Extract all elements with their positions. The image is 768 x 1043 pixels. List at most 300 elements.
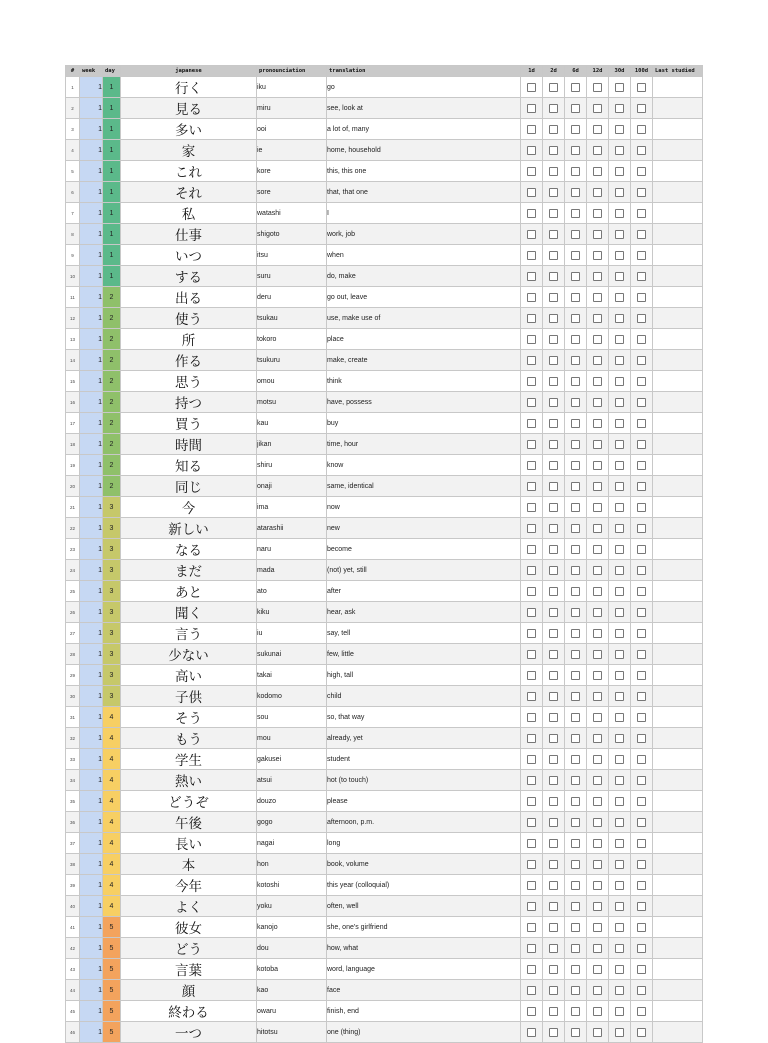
review-30d-checkbox[interactable] [615, 587, 624, 596]
review-100d-checkbox[interactable] [637, 692, 646, 701]
review-6d-checkbox[interactable] [571, 356, 580, 365]
review-100d-checkbox[interactable] [637, 398, 646, 407]
review-100d-checkbox[interactable] [637, 713, 646, 722]
review-1d-checkbox[interactable] [527, 419, 536, 428]
review-6d-checkbox[interactable] [571, 104, 580, 113]
review-12d-checkbox[interactable] [593, 944, 602, 953]
review-2d-checkbox[interactable] [549, 209, 558, 218]
review-1d-checkbox[interactable] [527, 524, 536, 533]
review-6d-checkbox[interactable] [571, 566, 580, 575]
review-30d-checkbox[interactable] [615, 335, 624, 344]
review-30d-checkbox[interactable] [615, 230, 624, 239]
review-30d-checkbox[interactable] [615, 986, 624, 995]
review-6d-checkbox[interactable] [571, 818, 580, 827]
review-100d-checkbox[interactable] [637, 482, 646, 491]
review-12d-checkbox[interactable] [593, 587, 602, 596]
review-12d-checkbox[interactable] [593, 419, 602, 428]
review-6d-checkbox[interactable] [571, 209, 580, 218]
review-6d-checkbox[interactable] [571, 440, 580, 449]
review-6d-checkbox[interactable] [571, 902, 580, 911]
review-12d-checkbox[interactable] [593, 125, 602, 134]
last-studied-cell[interactable] [653, 707, 703, 728]
review-1d-checkbox[interactable] [527, 755, 536, 764]
review-1d-checkbox[interactable] [527, 650, 536, 659]
review-12d-checkbox[interactable] [593, 755, 602, 764]
review-6d-checkbox[interactable] [571, 545, 580, 554]
review-2d-checkbox[interactable] [549, 314, 558, 323]
last-studied-cell[interactable] [653, 623, 703, 644]
review-6d-checkbox[interactable] [571, 335, 580, 344]
review-2d-checkbox[interactable] [549, 146, 558, 155]
review-2d-checkbox[interactable] [549, 587, 558, 596]
review-12d-checkbox[interactable] [593, 713, 602, 722]
review-1d-checkbox[interactable] [527, 314, 536, 323]
review-30d-checkbox[interactable] [615, 1028, 624, 1037]
review-6d-checkbox[interactable] [571, 671, 580, 680]
last-studied-cell[interactable] [653, 749, 703, 770]
last-studied-cell[interactable] [653, 350, 703, 371]
review-30d-checkbox[interactable] [615, 566, 624, 575]
review-1d-checkbox[interactable] [527, 881, 536, 890]
review-12d-checkbox[interactable] [593, 818, 602, 827]
last-studied-cell[interactable] [653, 581, 703, 602]
review-6d-checkbox[interactable] [571, 230, 580, 239]
review-6d-checkbox[interactable] [571, 1007, 580, 1016]
review-30d-checkbox[interactable] [615, 608, 624, 617]
last-studied-cell[interactable] [653, 413, 703, 434]
review-100d-checkbox[interactable] [637, 566, 646, 575]
review-1d-checkbox[interactable] [527, 125, 536, 134]
review-1d-checkbox[interactable] [527, 545, 536, 554]
review-2d-checkbox[interactable] [549, 692, 558, 701]
review-1d-checkbox[interactable] [527, 671, 536, 680]
review-6d-checkbox[interactable] [571, 965, 580, 974]
review-12d-checkbox[interactable] [593, 860, 602, 869]
review-1d-checkbox[interactable] [527, 167, 536, 176]
review-6d-checkbox[interactable] [571, 650, 580, 659]
review-100d-checkbox[interactable] [637, 272, 646, 281]
review-12d-checkbox[interactable] [593, 356, 602, 365]
review-100d-checkbox[interactable] [637, 776, 646, 785]
review-30d-checkbox[interactable] [615, 860, 624, 869]
review-30d-checkbox[interactable] [615, 944, 624, 953]
review-6d-checkbox[interactable] [571, 692, 580, 701]
review-1d-checkbox[interactable] [527, 293, 536, 302]
last-studied-cell[interactable] [653, 875, 703, 896]
review-100d-checkbox[interactable] [637, 461, 646, 470]
review-1d-checkbox[interactable] [527, 818, 536, 827]
review-30d-checkbox[interactable] [615, 167, 624, 176]
review-1d-checkbox[interactable] [527, 356, 536, 365]
review-6d-checkbox[interactable] [571, 881, 580, 890]
review-100d-checkbox[interactable] [637, 860, 646, 869]
review-30d-checkbox[interactable] [615, 419, 624, 428]
review-100d-checkbox[interactable] [637, 104, 646, 113]
review-12d-checkbox[interactable] [593, 398, 602, 407]
review-100d-checkbox[interactable] [637, 188, 646, 197]
last-studied-cell[interactable] [653, 119, 703, 140]
last-studied-cell[interactable] [653, 854, 703, 875]
review-12d-checkbox[interactable] [593, 692, 602, 701]
review-30d-checkbox[interactable] [615, 314, 624, 323]
review-1d-checkbox[interactable] [527, 272, 536, 281]
review-100d-checkbox[interactable] [637, 923, 646, 932]
review-6d-checkbox[interactable] [571, 482, 580, 491]
review-2d-checkbox[interactable] [549, 986, 558, 995]
review-2d-checkbox[interactable] [549, 104, 558, 113]
review-6d-checkbox[interactable] [571, 755, 580, 764]
review-1d-checkbox[interactable] [527, 440, 536, 449]
review-6d-checkbox[interactable] [571, 944, 580, 953]
review-2d-checkbox[interactable] [549, 1028, 558, 1037]
review-6d-checkbox[interactable] [571, 188, 580, 197]
review-6d-checkbox[interactable] [571, 272, 580, 281]
review-2d-checkbox[interactable] [549, 839, 558, 848]
review-30d-checkbox[interactable] [615, 692, 624, 701]
review-1d-checkbox[interactable] [527, 692, 536, 701]
last-studied-cell[interactable] [653, 686, 703, 707]
review-30d-checkbox[interactable] [615, 776, 624, 785]
last-studied-cell[interactable] [653, 917, 703, 938]
review-12d-checkbox[interactable] [593, 104, 602, 113]
review-1d-checkbox[interactable] [527, 1007, 536, 1016]
review-2d-checkbox[interactable] [549, 83, 558, 92]
review-1d-checkbox[interactable] [527, 104, 536, 113]
review-12d-checkbox[interactable] [593, 335, 602, 344]
review-30d-checkbox[interactable] [615, 209, 624, 218]
review-1d-checkbox[interactable] [527, 251, 536, 260]
review-12d-checkbox[interactable] [593, 776, 602, 785]
review-12d-checkbox[interactable] [593, 1028, 602, 1037]
review-1d-checkbox[interactable] [527, 398, 536, 407]
review-30d-checkbox[interactable] [615, 524, 624, 533]
review-2d-checkbox[interactable] [549, 881, 558, 890]
review-2d-checkbox[interactable] [549, 755, 558, 764]
review-1d-checkbox[interactable] [527, 734, 536, 743]
last-studied-cell[interactable] [653, 266, 703, 287]
review-30d-checkbox[interactable] [615, 629, 624, 638]
review-1d-checkbox[interactable] [527, 377, 536, 386]
last-studied-cell[interactable] [653, 245, 703, 266]
last-studied-cell[interactable] [653, 833, 703, 854]
review-30d-checkbox[interactable] [615, 356, 624, 365]
review-30d-checkbox[interactable] [615, 104, 624, 113]
review-12d-checkbox[interactable] [593, 503, 602, 512]
review-6d-checkbox[interactable] [571, 986, 580, 995]
review-2d-checkbox[interactable] [549, 335, 558, 344]
review-30d-checkbox[interactable] [615, 839, 624, 848]
review-6d-checkbox[interactable] [571, 398, 580, 407]
review-30d-checkbox[interactable] [615, 713, 624, 722]
review-2d-checkbox[interactable] [549, 167, 558, 176]
review-1d-checkbox[interactable] [527, 944, 536, 953]
review-30d-checkbox[interactable] [615, 440, 624, 449]
review-1d-checkbox[interactable] [527, 923, 536, 932]
last-studied-cell[interactable] [653, 791, 703, 812]
review-12d-checkbox[interactable] [593, 524, 602, 533]
review-6d-checkbox[interactable] [571, 1028, 580, 1037]
review-30d-checkbox[interactable] [615, 545, 624, 554]
last-studied-cell[interactable] [653, 224, 703, 245]
review-6d-checkbox[interactable] [571, 860, 580, 869]
review-1d-checkbox[interactable] [527, 1028, 536, 1037]
last-studied-cell[interactable] [653, 644, 703, 665]
review-1d-checkbox[interactable] [527, 860, 536, 869]
last-studied-cell[interactable] [653, 602, 703, 623]
review-12d-checkbox[interactable] [593, 671, 602, 680]
review-6d-checkbox[interactable] [571, 734, 580, 743]
review-6d-checkbox[interactable] [571, 776, 580, 785]
last-studied-cell[interactable] [653, 560, 703, 581]
review-12d-checkbox[interactable] [593, 377, 602, 386]
review-100d-checkbox[interactable] [637, 356, 646, 365]
review-2d-checkbox[interactable] [549, 923, 558, 932]
review-30d-checkbox[interactable] [615, 251, 624, 260]
last-studied-cell[interactable] [653, 728, 703, 749]
review-30d-checkbox[interactable] [615, 965, 624, 974]
review-12d-checkbox[interactable] [593, 608, 602, 617]
last-studied-cell[interactable] [653, 770, 703, 791]
review-30d-checkbox[interactable] [615, 398, 624, 407]
review-100d-checkbox[interactable] [637, 83, 646, 92]
review-6d-checkbox[interactable] [571, 629, 580, 638]
review-1d-checkbox[interactable] [527, 839, 536, 848]
review-2d-checkbox[interactable] [549, 818, 558, 827]
review-12d-checkbox[interactable] [593, 1007, 602, 1016]
last-studied-cell[interactable] [653, 308, 703, 329]
review-1d-checkbox[interactable] [527, 713, 536, 722]
review-1d-checkbox[interactable] [527, 146, 536, 155]
review-2d-checkbox[interactable] [549, 188, 558, 197]
review-30d-checkbox[interactable] [615, 125, 624, 134]
review-1d-checkbox[interactable] [527, 188, 536, 197]
review-2d-checkbox[interactable] [549, 671, 558, 680]
review-100d-checkbox[interactable] [637, 293, 646, 302]
last-studied-cell[interactable] [653, 77, 703, 98]
review-12d-checkbox[interactable] [593, 146, 602, 155]
review-100d-checkbox[interactable] [637, 545, 646, 554]
review-12d-checkbox[interactable] [593, 902, 602, 911]
review-2d-checkbox[interactable] [549, 797, 558, 806]
review-100d-checkbox[interactable] [637, 965, 646, 974]
review-100d-checkbox[interactable] [637, 167, 646, 176]
review-2d-checkbox[interactable] [549, 293, 558, 302]
review-6d-checkbox[interactable] [571, 419, 580, 428]
review-1d-checkbox[interactable] [527, 503, 536, 512]
review-1d-checkbox[interactable] [527, 335, 536, 344]
last-studied-cell[interactable] [653, 980, 703, 1001]
review-6d-checkbox[interactable] [571, 524, 580, 533]
review-12d-checkbox[interactable] [593, 986, 602, 995]
last-studied-cell[interactable] [653, 392, 703, 413]
review-30d-checkbox[interactable] [615, 83, 624, 92]
last-studied-cell[interactable] [653, 455, 703, 476]
review-100d-checkbox[interactable] [637, 881, 646, 890]
last-studied-cell[interactable] [653, 539, 703, 560]
review-1d-checkbox[interactable] [527, 461, 536, 470]
review-1d-checkbox[interactable] [527, 797, 536, 806]
review-2d-checkbox[interactable] [549, 230, 558, 239]
review-1d-checkbox[interactable] [527, 230, 536, 239]
last-studied-cell[interactable] [653, 938, 703, 959]
review-30d-checkbox[interactable] [615, 734, 624, 743]
review-12d-checkbox[interactable] [593, 797, 602, 806]
review-2d-checkbox[interactable] [549, 377, 558, 386]
review-30d-checkbox[interactable] [615, 818, 624, 827]
review-1d-checkbox[interactable] [527, 587, 536, 596]
review-1d-checkbox[interactable] [527, 566, 536, 575]
review-12d-checkbox[interactable] [593, 440, 602, 449]
review-100d-checkbox[interactable] [637, 524, 646, 533]
review-30d-checkbox[interactable] [615, 902, 624, 911]
review-100d-checkbox[interactable] [637, 587, 646, 596]
review-30d-checkbox[interactable] [615, 503, 624, 512]
review-100d-checkbox[interactable] [637, 944, 646, 953]
review-2d-checkbox[interactable] [549, 461, 558, 470]
last-studied-cell[interactable] [653, 434, 703, 455]
review-30d-checkbox[interactable] [615, 1007, 624, 1016]
review-100d-checkbox[interactable] [637, 314, 646, 323]
review-30d-checkbox[interactable] [615, 272, 624, 281]
last-studied-cell[interactable] [653, 182, 703, 203]
review-12d-checkbox[interactable] [593, 209, 602, 218]
last-studied-cell[interactable] [653, 812, 703, 833]
review-12d-checkbox[interactable] [593, 965, 602, 974]
last-studied-cell[interactable] [653, 518, 703, 539]
review-6d-checkbox[interactable] [571, 83, 580, 92]
review-100d-checkbox[interactable] [637, 125, 646, 134]
review-6d-checkbox[interactable] [571, 839, 580, 848]
review-30d-checkbox[interactable] [615, 755, 624, 764]
review-12d-checkbox[interactable] [593, 923, 602, 932]
review-2d-checkbox[interactable] [549, 629, 558, 638]
last-studied-cell[interactable] [653, 896, 703, 917]
review-100d-checkbox[interactable] [637, 230, 646, 239]
review-12d-checkbox[interactable] [593, 230, 602, 239]
review-2d-checkbox[interactable] [549, 713, 558, 722]
review-6d-checkbox[interactable] [571, 797, 580, 806]
review-2d-checkbox[interactable] [549, 251, 558, 260]
review-1d-checkbox[interactable] [527, 629, 536, 638]
last-studied-cell[interactable] [653, 476, 703, 497]
review-30d-checkbox[interactable] [615, 923, 624, 932]
review-100d-checkbox[interactable] [637, 209, 646, 218]
review-2d-checkbox[interactable] [549, 860, 558, 869]
review-12d-checkbox[interactable] [593, 461, 602, 470]
review-2d-checkbox[interactable] [549, 566, 558, 575]
review-6d-checkbox[interactable] [571, 608, 580, 617]
review-12d-checkbox[interactable] [593, 650, 602, 659]
last-studied-cell[interactable] [653, 161, 703, 182]
review-2d-checkbox[interactable] [549, 776, 558, 785]
review-12d-checkbox[interactable] [593, 314, 602, 323]
last-studied-cell[interactable] [653, 203, 703, 224]
review-100d-checkbox[interactable] [637, 818, 646, 827]
review-6d-checkbox[interactable] [571, 587, 580, 596]
review-2d-checkbox[interactable] [549, 356, 558, 365]
review-6d-checkbox[interactable] [571, 713, 580, 722]
review-30d-checkbox[interactable] [615, 188, 624, 197]
review-6d-checkbox[interactable] [571, 461, 580, 470]
last-studied-cell[interactable] [653, 329, 703, 350]
review-6d-checkbox[interactable] [571, 503, 580, 512]
review-30d-checkbox[interactable] [615, 146, 624, 155]
review-100d-checkbox[interactable] [637, 377, 646, 386]
review-6d-checkbox[interactable] [571, 923, 580, 932]
review-2d-checkbox[interactable] [549, 125, 558, 134]
review-6d-checkbox[interactable] [571, 167, 580, 176]
review-100d-checkbox[interactable] [637, 629, 646, 638]
last-studied-cell[interactable] [653, 1022, 703, 1043]
review-100d-checkbox[interactable] [637, 839, 646, 848]
last-studied-cell[interactable] [653, 140, 703, 161]
review-12d-checkbox[interactable] [593, 272, 602, 281]
review-30d-checkbox[interactable] [615, 482, 624, 491]
review-100d-checkbox[interactable] [637, 755, 646, 764]
review-100d-checkbox[interactable] [637, 440, 646, 449]
last-studied-cell[interactable] [653, 98, 703, 119]
review-12d-checkbox[interactable] [593, 545, 602, 554]
review-100d-checkbox[interactable] [637, 608, 646, 617]
last-studied-cell[interactable] [653, 959, 703, 980]
review-1d-checkbox[interactable] [527, 209, 536, 218]
last-studied-cell[interactable] [653, 665, 703, 686]
review-100d-checkbox[interactable] [637, 797, 646, 806]
review-100d-checkbox[interactable] [637, 902, 646, 911]
review-12d-checkbox[interactable] [593, 482, 602, 491]
review-12d-checkbox[interactable] [593, 629, 602, 638]
review-100d-checkbox[interactable] [637, 146, 646, 155]
review-2d-checkbox[interactable] [549, 734, 558, 743]
review-100d-checkbox[interactable] [637, 986, 646, 995]
review-1d-checkbox[interactable] [527, 902, 536, 911]
last-studied-cell[interactable] [653, 1001, 703, 1022]
review-2d-checkbox[interactable] [549, 1007, 558, 1016]
review-12d-checkbox[interactable] [593, 83, 602, 92]
review-12d-checkbox[interactable] [593, 839, 602, 848]
review-12d-checkbox[interactable] [593, 293, 602, 302]
review-12d-checkbox[interactable] [593, 566, 602, 575]
review-2d-checkbox[interactable] [549, 608, 558, 617]
review-1d-checkbox[interactable] [527, 986, 536, 995]
review-2d-checkbox[interactable] [549, 440, 558, 449]
review-2d-checkbox[interactable] [549, 524, 558, 533]
review-30d-checkbox[interactable] [615, 293, 624, 302]
review-6d-checkbox[interactable] [571, 377, 580, 386]
review-100d-checkbox[interactable] [637, 650, 646, 659]
review-1d-checkbox[interactable] [527, 608, 536, 617]
review-100d-checkbox[interactable] [637, 335, 646, 344]
review-30d-checkbox[interactable] [615, 797, 624, 806]
review-2d-checkbox[interactable] [549, 503, 558, 512]
review-1d-checkbox[interactable] [527, 482, 536, 491]
review-2d-checkbox[interactable] [549, 965, 558, 974]
review-1d-checkbox[interactable] [527, 83, 536, 92]
review-100d-checkbox[interactable] [637, 251, 646, 260]
review-6d-checkbox[interactable] [571, 314, 580, 323]
last-studied-cell[interactable] [653, 287, 703, 308]
review-6d-checkbox[interactable] [571, 125, 580, 134]
review-2d-checkbox[interactable] [549, 272, 558, 281]
review-100d-checkbox[interactable] [637, 419, 646, 428]
review-1d-checkbox[interactable] [527, 965, 536, 974]
review-30d-checkbox[interactable] [615, 377, 624, 386]
review-2d-checkbox[interactable] [549, 398, 558, 407]
review-100d-checkbox[interactable] [637, 671, 646, 680]
review-6d-checkbox[interactable] [571, 251, 580, 260]
review-2d-checkbox[interactable] [549, 650, 558, 659]
review-30d-checkbox[interactable] [615, 650, 624, 659]
